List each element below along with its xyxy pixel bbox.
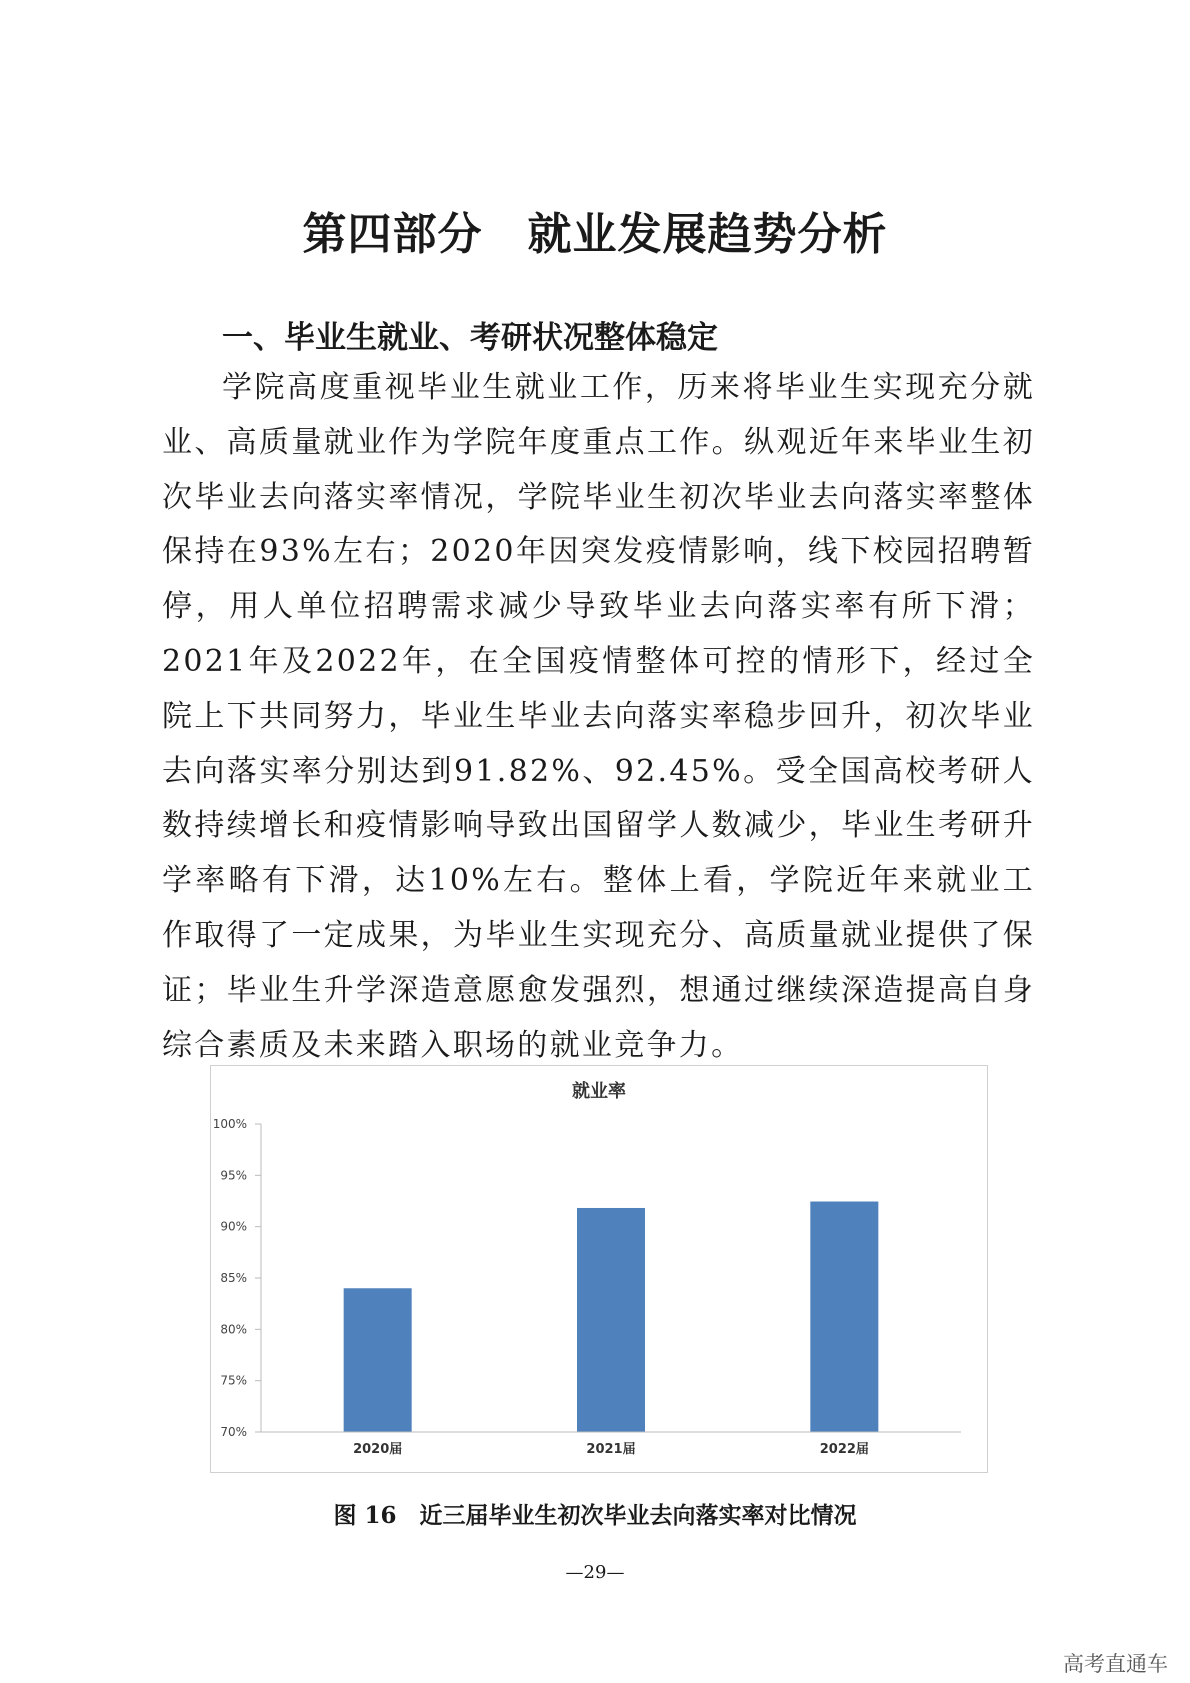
y-tick-label: 100% bbox=[212, 1117, 247, 1131]
figure-caption: 图 16 近三届毕业生初次毕业去向落实率对比情况 bbox=[333, 1502, 857, 1529]
page-title: 第四部分 就业发展趋势分析 bbox=[302, 209, 888, 260]
x-tick-label: 2020届 bbox=[353, 1442, 403, 1457]
body-paragraph: 学院高度重视毕业生就业工作，历来将毕业生实现充分就业、高质量就业作为学院年度重点工作。纵观近年来毕业生初次毕业去向落实率情况，学院毕业生初次毕业去向落实率整体保持在93%左右；2020年因突发疫情影响，线下校园招聘暂停，用人单位招聘需求减少导致毕业去向落实率有所下滑；2021年及2022年，在全国疫情整体可控的情形下，经过全院上下共同努力，毕业生毕业去向落实率稳步回升，初次毕业去向落实率分别达到91.82%、92.45%。受全国高校考研人数持续增长和疫情影响导致出国留学人数减少，毕业生考研升学率略有下滑，达10%左右。整体上看，学院近年来就业工作取得了一定成果，为毕业生实现充分、高质量就业提供了保证；毕业生升学深造意愿愈发强烈，想通过继续深造提高自身综合素质及未来踏入职场的就业竞争力。 bbox=[162, 370, 1035, 1063]
chart-svg bbox=[211, 1066, 987, 1472]
watermark: 高考直通车 bbox=[1063, 1652, 1168, 1676]
x-axis bbox=[261, 1432, 961, 1457]
page-number: —29— bbox=[565, 1562, 625, 1583]
bar-2020届 bbox=[344, 1288, 412, 1432]
y-axis bbox=[213, 1117, 261, 1439]
x-tick-label: 2022届 bbox=[819, 1442, 869, 1457]
x-tick-label: 2021届 bbox=[586, 1442, 636, 1457]
bars bbox=[344, 1202, 879, 1432]
y-tick-label: 75% bbox=[220, 1373, 247, 1388]
bar-2021届 bbox=[577, 1208, 645, 1432]
bar-2022届 bbox=[810, 1202, 878, 1432]
y-tick-label: 85% bbox=[220, 1271, 247, 1285]
y-tick-label: 80% bbox=[220, 1322, 247, 1337]
section-heading: 一、毕业生就业、考研状况整体稳定 bbox=[222, 320, 718, 356]
y-tick-label: 90% bbox=[220, 1219, 247, 1234]
employment-rate-chart bbox=[210, 1065, 988, 1473]
y-tick-label: 70% bbox=[220, 1425, 247, 1439]
chart-title: 就业率 bbox=[572, 1081, 626, 1102]
y-tick-label: 95% bbox=[220, 1168, 247, 1183]
